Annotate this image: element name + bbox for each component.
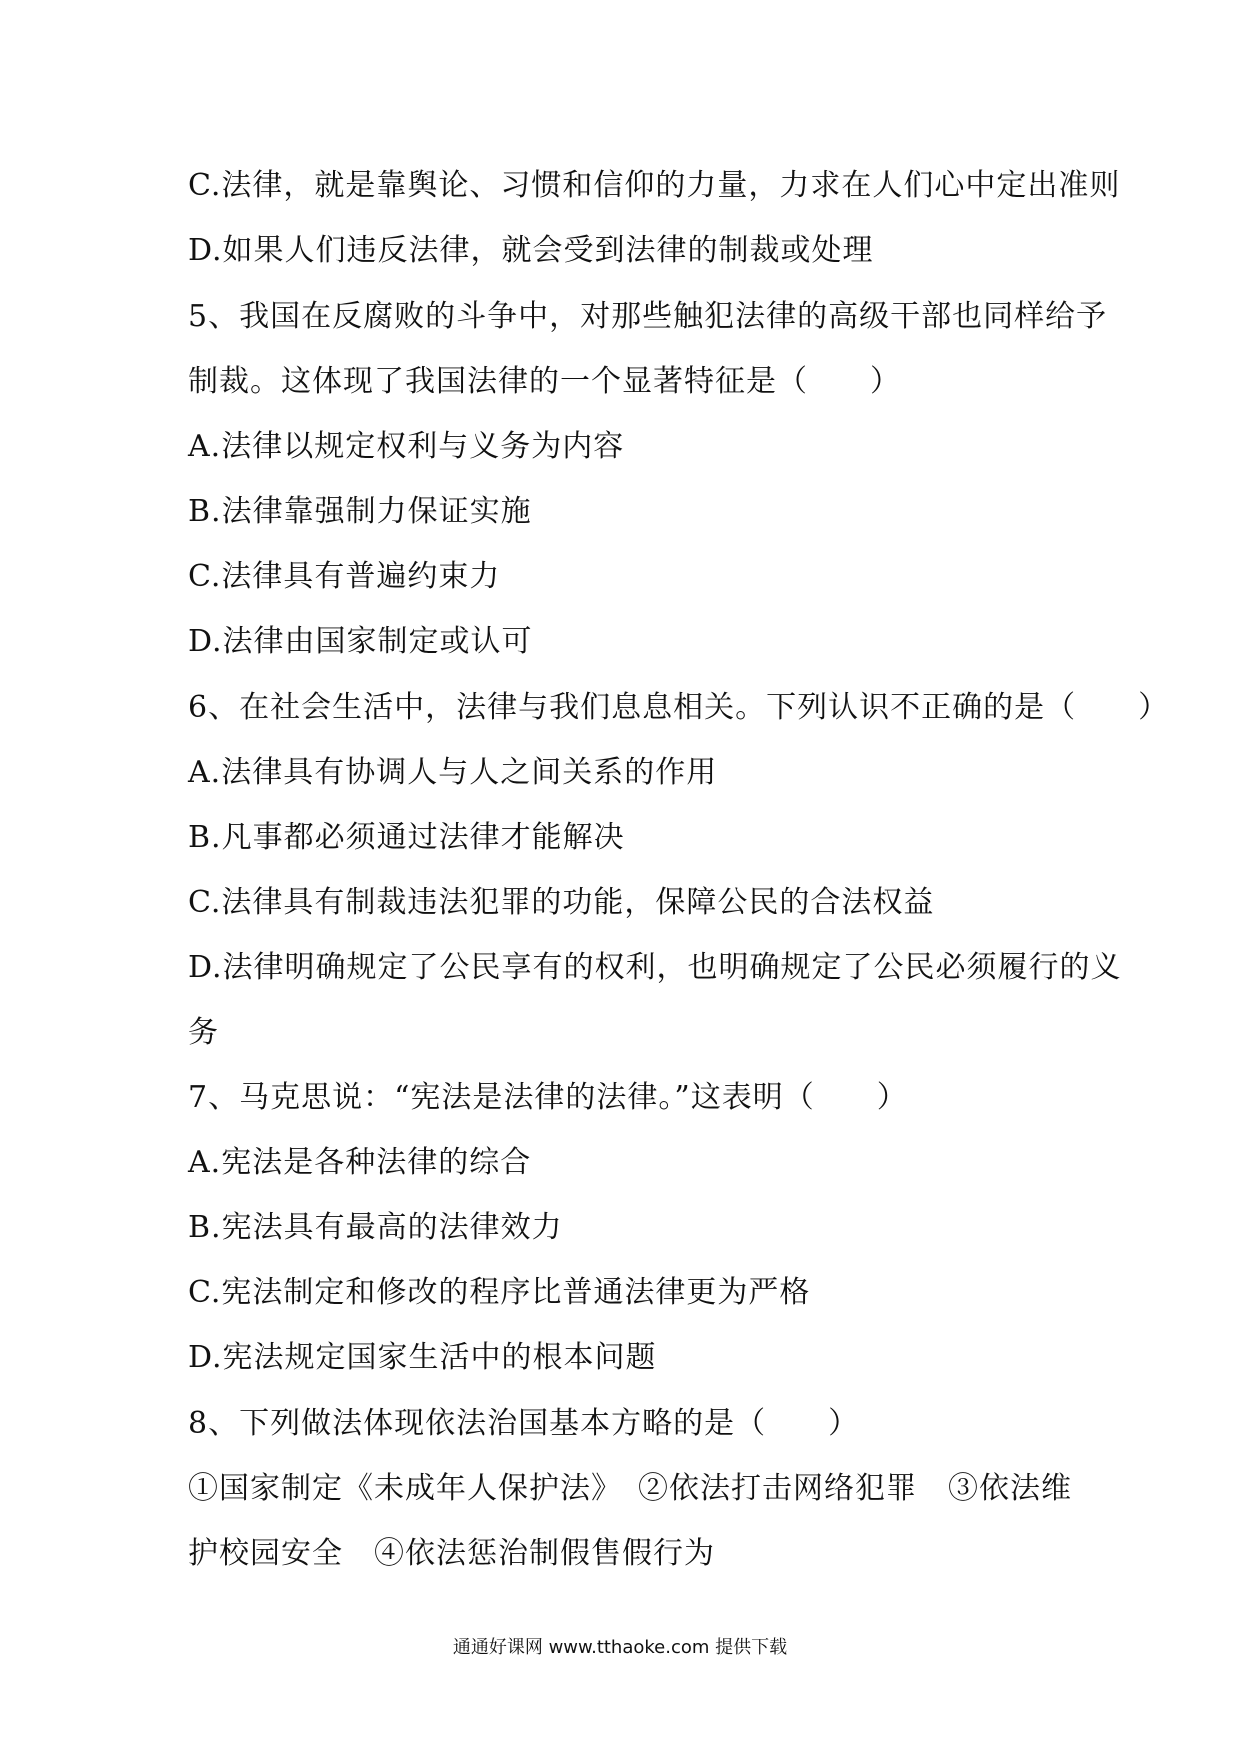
question-5-line-2: 制裁。这体现了我国法律的一个显著特征是（ ） (188, 364, 901, 399)
option-6d-line-1: D.法律明确规定了公民享有的权利，也明确规定了公民必须履行的义 (188, 950, 1122, 985)
option-7a: A.宪法是各种法律的综合 (188, 1145, 532, 1180)
question-8: 8、下列做法体现依法治国基本方略的是（ ） (188, 1406, 860, 1441)
option-7b: B.宪法具有最高的法律效力 (188, 1210, 563, 1245)
question-5-line-1: 5、我国在反腐败的斗争中，对那些触犯法律的高级干部也同样给予 (188, 299, 1108, 334)
question-8-items-line-1: ①国家制定《未成年人保护法》 ②依法打击网络犯罪 ③依法维 (188, 1471, 1072, 1506)
option-5c: C.法律具有普遍约束力 (188, 559, 501, 594)
option-4c: C.法律，就是靠舆论、习惯和信仰的力量，力求在人们心中定出准则 (188, 168, 1121, 203)
question-8-items-line-2: 护校园安全 ④依法惩治制假售假行为 (188, 1536, 715, 1571)
option-5b: B.法律靠强制力保证实施 (188, 494, 532, 529)
page-footer: 通通好课网 www.tthaoke.com 提供下载 (452, 1637, 788, 1658)
option-6a: A.法律具有协调人与人之间关系的作用 (188, 755, 718, 790)
question-6: 6、在社会生活中，法律与我们息息相关。下列认识不正确的是（ ） (188, 690, 1170, 725)
option-6d-line-2: 务 (188, 1015, 219, 1050)
option-5d: D.法律由国家制定或认可 (188, 624, 533, 659)
question-7: 7、马克思说：“宪法是法律的法律。”这表明（ ） (188, 1080, 908, 1115)
option-4d: D.如果人们违反法律，就会受到法律的制裁或处理 (188, 233, 874, 268)
option-7c: C.宪法制定和修改的程序比普通法律更为严格 (188, 1275, 811, 1310)
option-6b: B.凡事都必须通过法律才能解决 (188, 820, 625, 855)
option-6c: C.法律具有制裁违法犯罪的功能，保障公民的合法权益 (188, 885, 935, 920)
option-7d: D.宪法规定国家生活中的根本问题 (188, 1340, 657, 1375)
option-5a: A.法律以规定权利与义务为内容 (188, 429, 625, 464)
